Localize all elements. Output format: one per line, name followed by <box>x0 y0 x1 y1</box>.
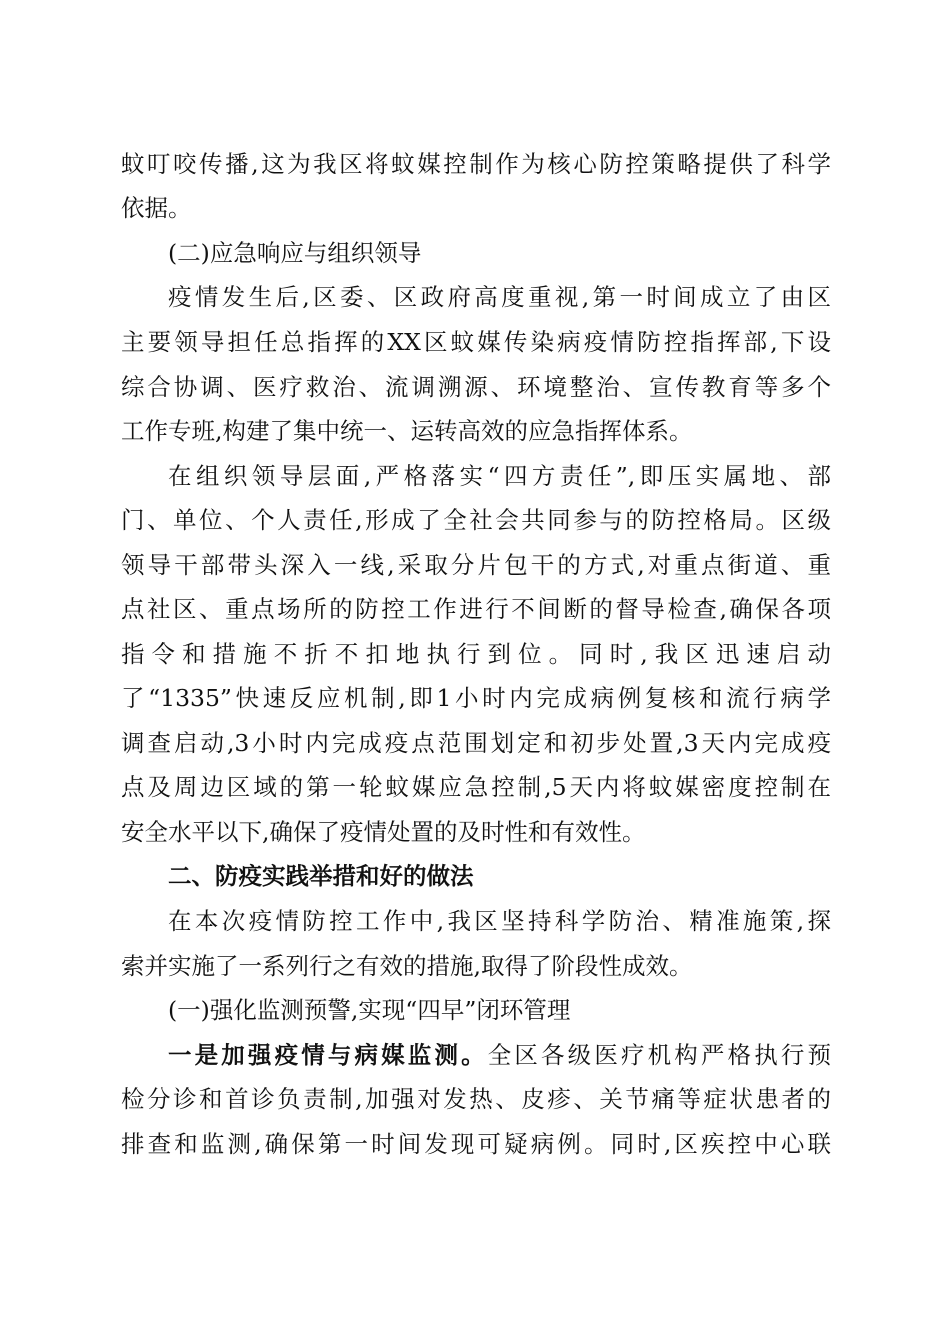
text-line: 综合协调、医疗救治、流调溯源、环境整治、宣传教育等多个 <box>121 373 831 401</box>
text-line: 了“1335”快速反应机制,即1小时内完成病例复核和流行病学 <box>121 684 831 712</box>
text-line: 蚊叮咬传播,这为我区将蚊媒控制作为核心防控策略提供了科学 <box>121 150 831 178</box>
text-line: 领导干部带头深入一线,采取分片包干的方式,对重点街道、重 <box>121 551 831 579</box>
text-line: 指令和措施不折不扣地执行到位。同时,我区迅速启动 <box>121 640 831 668</box>
text-line: 门、单位、个人责任,形成了全社会共同参与的防控格局。区级 <box>121 506 831 534</box>
text-line <box>168 1037 831 1073</box>
text-line: 检分诊和首诊负责制,加强对发热、皮疹、关节痛等症状患者的 <box>121 1085 831 1113</box>
paragraph-text: 全区各级医疗机构严格执行预 <box>487 1041 831 1069</box>
text-line: 主要领导担任总指挥的XX区蚊媒传染病疫情防控指挥部,下设 <box>121 328 831 356</box>
text-line: 在本次疫情防控工作中,我区坚持科学防治、精准施策,探 <box>168 907 831 935</box>
text-line: 点社区、重点场所的防控工作进行不间断的督导检查,确保各项 <box>121 595 831 623</box>
text-line: 疫情发生后,区委、区政府高度重视,第一时间成立了由区 <box>168 283 831 311</box>
text-line: 工作专班,构建了集中统一、运转高效的应急指挥体系。 <box>121 417 693 445</box>
text-line: 索并实施了一系列行之有效的措施,取得了阶段性成效。 <box>121 952 693 980</box>
text-line: 在组织领导层面,严格落实“四方责任”,即压实属地、部 <box>168 462 831 490</box>
paragraph-lead: 一是加强疫情与病媒监测。 <box>168 1041 488 1069</box>
text-line: 调查启动,3小时内完成疫点范围划定和初步处置,3天内完成疫 <box>121 729 831 757</box>
text-line: 排查和监测,确保第一时间发现可疑病例。同时,区疾控中心联 <box>121 1130 831 1158</box>
text-line: 依据。 <box>121 194 192 222</box>
chapter-heading: 二、防疫实践举措和好的做法 <box>168 862 474 890</box>
section-heading: (二)应急响应与组织领导 <box>168 239 422 267</box>
text-line: 安全水平以下,确保了疫情处置的及时性和有效性。 <box>121 818 646 846</box>
text-line: 点及周边区域的第一轮蚊媒应急控制,5天内将蚊媒密度控制在 <box>121 773 831 801</box>
section-heading: (一)强化监测预警,实现“四早”闭环管理 <box>168 996 571 1024</box>
